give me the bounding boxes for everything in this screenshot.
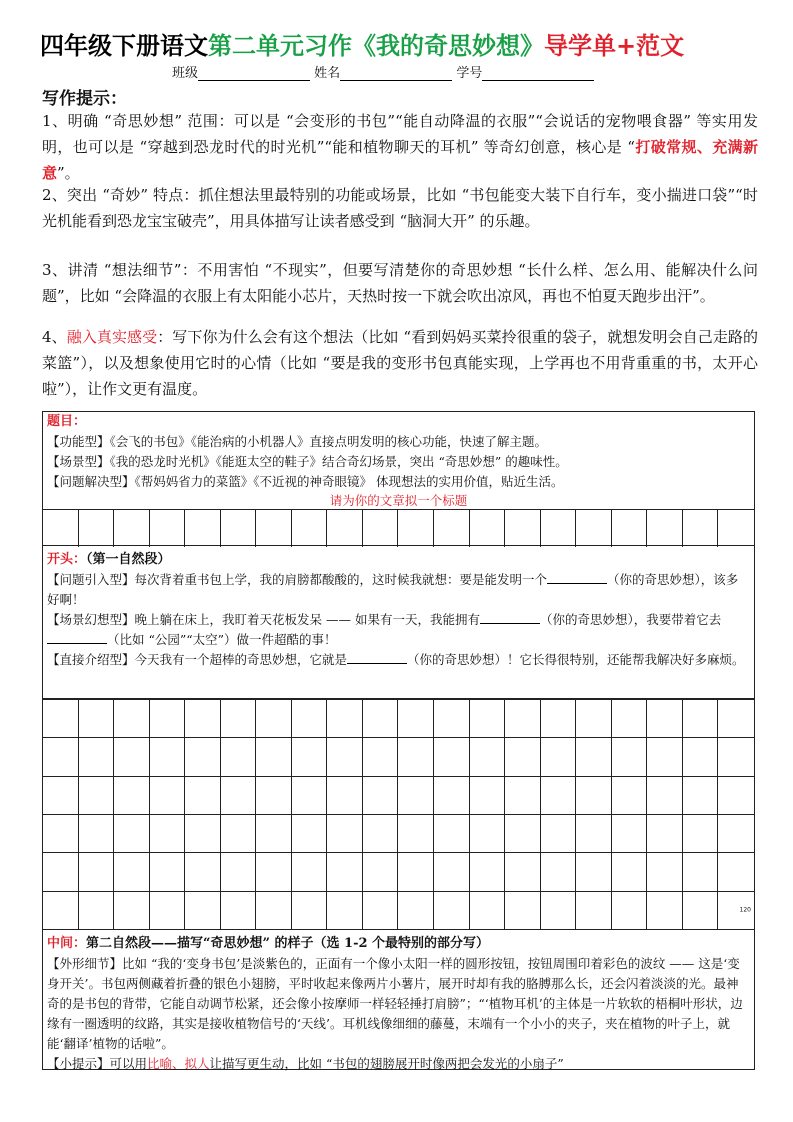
class-label: 班级: [172, 66, 199, 81]
grid-cell[interactable]: [541, 737, 577, 775]
grid-cell[interactable]: [327, 699, 363, 737]
title-cell[interactable]: [541, 509, 577, 547]
grid-cell[interactable]: [718, 737, 754, 775]
grid-cell[interactable]: [576, 814, 612, 852]
opening-direct-text: 【直接介绍型】今天我有一个超棒的奇思妙想，它就是: [47, 652, 348, 667]
grid-cell[interactable]: [434, 852, 470, 890]
opening-label: 开头：: [47, 552, 87, 567]
grid-cell[interactable]: [79, 699, 115, 737]
grid-cell[interactable]: [505, 699, 541, 737]
grid-cell[interactable]: [398, 737, 434, 775]
grid-cell[interactable]: [221, 737, 257, 775]
tip-2: 2、突出 “奇妙” 特点：抓住想法里最特别的功能或场景，比如 “书包能变大装下自行车，变小揣进口袋”“时光机能看到恐龙宝宝破壳”，用具体描写让读者感受到 “脑洞大开” 的乐趣。: [42, 186, 758, 230]
middle-tip-end: 让描写更生动，比如 “书包的翅膀展开时像两把会发光的小扇子”: [209, 1056, 564, 1071]
grid-cell[interactable]: [185, 776, 221, 814]
grid-cell[interactable]: [612, 852, 648, 890]
title-cell[interactable]: [434, 509, 470, 547]
grid-cell[interactable]: [150, 852, 186, 890]
blank-field[interactable]: [47, 631, 107, 644]
grid-cell[interactable]: [505, 776, 541, 814]
name-label: 姓名: [314, 66, 341, 81]
grid-cell[interactable]: [150, 737, 186, 775]
opening-direct-type: [43, 650, 754, 670]
grid-cell[interactable]: [79, 737, 115, 775]
grid-cell[interactable]: [150, 814, 186, 852]
grid-cell[interactable]: [43, 699, 79, 737]
grid-cell[interactable]: [576, 891, 612, 929]
grid-cell[interactable]: [683, 814, 719, 852]
tip-1: [42, 108, 758, 186]
grid-cell[interactable]: [434, 699, 470, 737]
grid-cell[interactable]: [256, 891, 292, 929]
middle-label: 中间：: [47, 936, 87, 951]
grid-cell[interactable]: [612, 699, 648, 737]
student-info: [172, 62, 594, 81]
grid-cell[interactable]: [363, 814, 399, 852]
grid-cell[interactable]: [363, 737, 399, 775]
grid-cell[interactable]: [434, 891, 470, 929]
grid-cell[interactable]: [79, 852, 115, 890]
title-writing-row[interactable]: [43, 509, 754, 547]
grid-cell[interactable]: [541, 699, 577, 737]
grid-cell[interactable]: [363, 699, 399, 737]
grid-cell[interactable]: [470, 776, 506, 814]
tip-4-num: 4、: [42, 328, 67, 346]
grid-cell[interactable]: [541, 814, 577, 852]
title-type-function: 【功能型】《会飞的书包》《能治病的小机器人》直接点明发明的核心功能，快速了解主题。: [47, 434, 548, 449]
title-cell[interactable]: [363, 509, 399, 547]
grid-cell[interactable]: [221, 891, 257, 929]
grid-cell[interactable]: [150, 699, 186, 737]
grid-cell[interactable]: [647, 737, 683, 775]
tip-4-highlight: 融入真实感受: [66, 328, 158, 346]
grid-cell[interactable]: [612, 737, 648, 775]
grid-cell[interactable]: [505, 852, 541, 890]
grid-cell[interactable]: [185, 852, 221, 890]
title-type-scene: 【场景型】《我的恐龙时光机》《能逛太空的鞋子》结合奇幻场景，突出 “奇思妙想” 的趣味性。: [47, 454, 568, 469]
opening-scene-type: [43, 610, 754, 650]
grid-cell[interactable]: [470, 852, 506, 890]
middle-tip-text: 【小提示】可以用: [47, 1056, 148, 1071]
grid-cell[interactable]: [292, 737, 328, 775]
grid-cell[interactable]: [185, 814, 221, 852]
title-cell[interactable]: [292, 509, 328, 547]
opening-scene-text: 【场景幻想型】晚上躺在床上，我盯着天花板发呆 —— 如果有一天，我能拥有: [47, 612, 480, 627]
title-grade: 四年级下册语文: [40, 32, 208, 60]
grid-cell[interactable]: [43, 814, 79, 852]
class-field[interactable]: [198, 67, 310, 81]
title-cell[interactable]: [576, 509, 612, 547]
grid-cell[interactable]: [79, 891, 115, 929]
title-cell[interactable]: [505, 509, 541, 547]
grid-cell[interactable]: [718, 699, 754, 737]
title-cell[interactable]: [470, 509, 506, 547]
opening-section: [42, 546, 755, 699]
tips-heading: 写作提示：: [42, 89, 127, 109]
grid-cell[interactable]: [292, 699, 328, 737]
grid-cell[interactable]: [505, 814, 541, 852]
title-cell[interactable]: [185, 509, 221, 547]
grid-cell[interactable]: [576, 852, 612, 890]
grid-cell[interactable]: [718, 891, 754, 929]
grid-cell[interactable]: [576, 699, 612, 737]
grid-cell[interactable]: [185, 737, 221, 775]
grid-cell[interactable]: [150, 776, 186, 814]
grid-cell[interactable]: [434, 776, 470, 814]
grid-cell[interactable]: [221, 699, 257, 737]
title-cell[interactable]: [114, 509, 150, 547]
grid-cell[interactable]: [470, 814, 506, 852]
opening-scene-end: （比如 “公园”“太空”）做一件超酷的事！: [107, 632, 337, 647]
tip-1-highlight: 打破常规、充满新意: [42, 138, 758, 182]
page-title: [40, 26, 760, 61]
grid-cell[interactable]: [434, 814, 470, 852]
grid-cell[interactable]: [327, 776, 363, 814]
grid-cell[interactable]: [114, 852, 150, 890]
grid-cell[interactable]: [612, 776, 648, 814]
middle-tip-highlight: 比喻、拟人: [147, 1056, 210, 1071]
grid-counter: 120: [739, 906, 751, 914]
title-cell[interactable]: [647, 509, 683, 547]
grid-cell[interactable]: [541, 852, 577, 890]
grid-cell[interactable]: [114, 737, 150, 775]
title-cell[interactable]: [327, 509, 363, 547]
name-field[interactable]: [340, 67, 452, 81]
title-hint: 请为你的文章拟一个标题: [329, 493, 468, 508]
middle-tip: [43, 1054, 754, 1074]
middle-section: [42, 930, 755, 1070]
middle-appearance-example: 【外形细节】比如 “我的‘变身书包’是淡紫色的，正面有一个像小太阳一样的圆形按钮，按钮周围印着彩色的波纹 —— 这是‘变身开关’。书包两侧藏着折叠的银色小翅膀，平时收起来像两片小薯片，展开时却有我的胳膊那么长，还会闪着淡淡的光。最神奇的是书包的背带，它能自动调节松紧，还会像小按摩师一样轻轻捶打肩膀”；“‘植物耳机’的主体是一片软软的梧桐叶形状，边缘有一圈透明的纹路，其实是接收植物信号的‘天线’。耳机线像细细的藤蔓，末端有一个小小的夹子，夹在植物的叶子上，就能‘翻译’植物的话啦”。: [47, 956, 743, 1051]
grid-cell[interactable]: [541, 891, 577, 929]
blank-field[interactable]: [547, 571, 607, 584]
grid-cell[interactable]: [398, 814, 434, 852]
grid-cell[interactable]: [647, 852, 683, 890]
grid-cell[interactable]: [256, 776, 292, 814]
blank-field[interactable]: [347, 651, 407, 664]
grid-cell[interactable]: [256, 852, 292, 890]
title-type-problem: 【问题解决型】《帮妈妈省力的菜篮》《不近视的神奇眼镜》 体现想法的实用价值，贴近生活。: [47, 474, 564, 489]
grid-cell[interactable]: [470, 737, 506, 775]
grid-cell[interactable]: [185, 699, 221, 737]
grid-cell[interactable]: [221, 814, 257, 852]
grid-cell[interactable]: [612, 814, 648, 852]
grid-cell[interactable]: [683, 699, 719, 737]
title-cell[interactable]: [43, 509, 79, 547]
grid-cell[interactable]: [221, 852, 257, 890]
grid-cell[interactable]: [683, 891, 719, 929]
grid-cell[interactable]: [612, 891, 648, 929]
grid-cell[interactable]: [43, 852, 79, 890]
grid-cell[interactable]: [256, 737, 292, 775]
opening-question-type: [43, 570, 754, 610]
grid-cell[interactable]: [576, 737, 612, 775]
opening-direct-end: （你的奇思妙想）！它长得很特别，还能帮我解决好多麻烦。: [407, 652, 745, 667]
title-section-label: 题目：: [47, 414, 87, 429]
grid-cell[interactable]: [505, 737, 541, 775]
opening-sub: （第一自然段）: [86, 552, 171, 567]
grid-cell[interactable]: [683, 852, 719, 890]
grid-cell[interactable]: [292, 776, 328, 814]
grid-cell[interactable]: [683, 776, 719, 814]
grid-cell[interactable]: [79, 814, 115, 852]
grid-cell[interactable]: [150, 891, 186, 929]
grid-cell[interactable]: [256, 814, 292, 852]
title-cell[interactable]: [150, 509, 186, 547]
grid-cell[interactable]: [683, 737, 719, 775]
grid-cell[interactable]: [398, 776, 434, 814]
number-label: 学号: [456, 66, 483, 81]
middle-sub: 第二自然段——描写“奇思妙想” 的样子（选 1-2 个最特别的部分写）: [86, 936, 490, 951]
title-cell[interactable]: [79, 509, 115, 547]
grid-cell[interactable]: [114, 891, 150, 929]
tip-4-text: ：写下你为什么会有这个想法（比如 “看到妈妈买菜拎很重的袋子，就想发明会自己走路的菜篮”），以及想象使用它时的心情（比如 “要是我的变形书包真能实现，上学再也不用背重重的书，太开心啦”），让作文更有温度。: [42, 328, 758, 398]
grid-cell[interactable]: [292, 891, 328, 929]
tip-1-text: 1、明确 “奇思妙想” 范围：可以是 “会变形的书包”“能自动降温的衣服”“会说话的宠物喂食器” 等实用发明，也可以是 “穿越到恐龙时代的时光机”“能和植物聊天的耳机” 等奇幻创意，核心是 “: [42, 112, 758, 156]
title-cell[interactable]: [221, 509, 257, 547]
grid-cell[interactable]: [79, 776, 115, 814]
grid-cell[interactable]: [327, 891, 363, 929]
grid-cell[interactable]: [327, 737, 363, 775]
title-cell[interactable]: [256, 509, 292, 547]
title-unit: 第二单元习作《我的奇思妙想》: [208, 32, 544, 60]
blank-field[interactable]: [480, 611, 540, 624]
title-type: 导学单+范文: [544, 32, 685, 60]
grid-cell[interactable]: [114, 776, 150, 814]
grid-cell[interactable]: [505, 891, 541, 929]
grid-cell[interactable]: [292, 814, 328, 852]
number-field[interactable]: [482, 67, 594, 81]
title-cell[interactable]: [683, 509, 719, 547]
grid-cell[interactable]: [718, 852, 754, 890]
opening-scene-mid: （你的奇思妙想），我要带着它去: [539, 612, 722, 627]
grid-cell[interactable]: [434, 737, 470, 775]
grid-cell[interactable]: [43, 776, 79, 814]
grid-cell[interactable]: [43, 737, 79, 775]
grid-cell[interactable]: [292, 852, 328, 890]
grid-cell[interactable]: [470, 891, 506, 929]
grid-cell[interactable]: [114, 814, 150, 852]
grid-cell[interactable]: [327, 852, 363, 890]
grid-cell[interactable]: [398, 891, 434, 929]
grid-cell[interactable]: [221, 776, 257, 814]
title-section: [42, 411, 755, 546]
grid-cell[interactable]: [576, 776, 612, 814]
grid-cell[interactable]: [363, 776, 399, 814]
writing-grid[interactable]: [42, 699, 755, 930]
grid-cell[interactable]: [114, 699, 150, 737]
grid-cell[interactable]: [398, 699, 434, 737]
grid-cell[interactable]: [363, 891, 399, 929]
grid-cell[interactable]: [470, 699, 506, 737]
grid-cell[interactable]: [43, 891, 79, 929]
grid-cell[interactable]: [718, 776, 754, 814]
tip-3: 3、讲清 “想法细节”：不用害怕 “不现实”，但要写清楚你的奇思妙想 “长什么样、怎么用、能解决什么问题”，比如 “会降温的衣服上有太阳能小芯片，天热时按一下就会吹出凉风，再也不怕夏天跑步出汗”。: [42, 261, 758, 305]
tip-1-end: ”。: [57, 164, 80, 182]
title-cell[interactable]: [718, 509, 754, 547]
grid-cell[interactable]: [647, 699, 683, 737]
grid-cell[interactable]: [647, 776, 683, 814]
grid-cell[interactable]: [363, 852, 399, 890]
title-cell[interactable]: [612, 509, 648, 547]
grid-cell[interactable]: [647, 814, 683, 852]
grid-cell[interactable]: [398, 852, 434, 890]
opening-question-end: （你的奇思妙想），该多好啊！: [47, 572, 739, 607]
grid-cell[interactable]: [647, 891, 683, 929]
title-cell[interactable]: [398, 509, 434, 547]
tip-4: [42, 324, 758, 402]
grid-cell[interactable]: [185, 891, 221, 929]
grid-cell[interactable]: [327, 814, 363, 852]
grid-cell[interactable]: [256, 699, 292, 737]
grid-cell[interactable]: [541, 776, 577, 814]
grid-cell[interactable]: [718, 814, 754, 852]
opening-question-text: 【问题引入型】每次背着重书包上学，我的肩膀都酸酸的，这时候我就想：要是能发明一个: [47, 572, 548, 587]
